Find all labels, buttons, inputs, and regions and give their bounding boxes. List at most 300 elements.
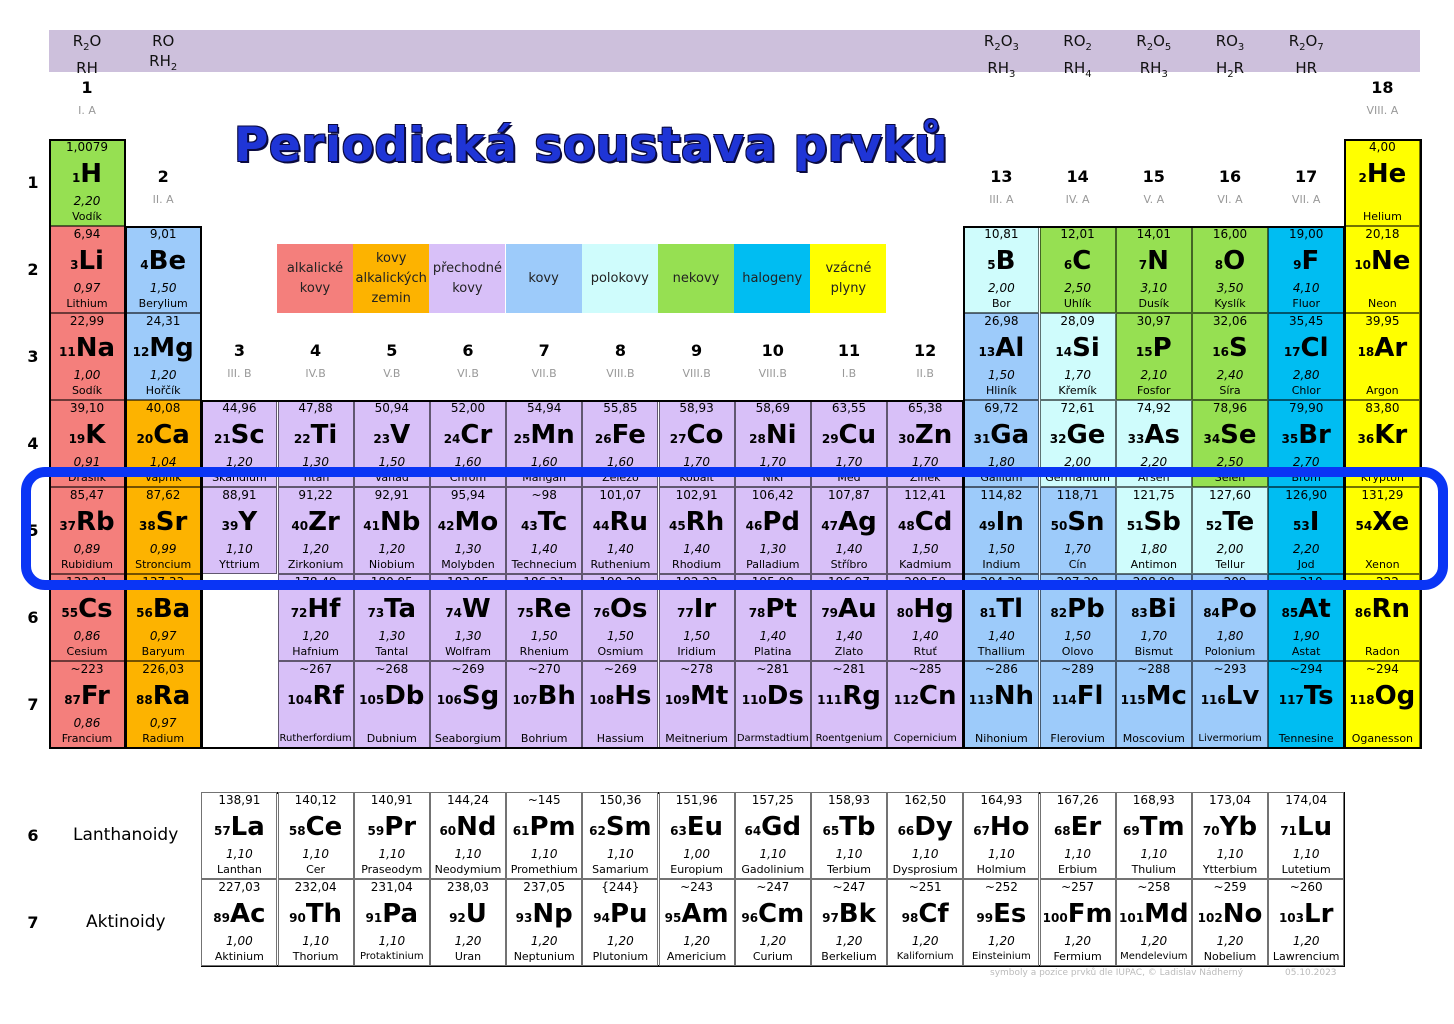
atomic-mass: 158,93: [828, 793, 870, 807]
group-number: 13: [990, 167, 1013, 186]
atomic-mass: 207,20: [1056, 575, 1099, 589]
electronegativity: 1,20: [607, 934, 634, 948]
atomic-mass: 180,95: [370, 575, 413, 589]
electronegativity: 1,10: [302, 934, 329, 948]
atomic-number: 107: [512, 693, 538, 707]
element-name: Radium: [142, 732, 185, 745]
element-symbol: [888, 593, 962, 629]
electronegativity: 0,99: [149, 542, 177, 556]
atomic-mass: 208,98: [1132, 575, 1175, 589]
element-symbol: [50, 593, 124, 629]
element-name: Darmstadtium: [736, 733, 809, 744]
atomic-number: 68: [1053, 824, 1071, 838]
element-symbol: [50, 245, 124, 281]
electronegativity: 2,20: [1140, 455, 1168, 469]
atomic-mass: 12,01: [1060, 227, 1095, 241]
element-cell-h[interactable]: [49, 139, 125, 226]
atomic-mass: 54,94: [527, 401, 562, 415]
element-cell-mc[interactable]: [1116, 661, 1192, 748]
atomic-number: 33: [1127, 432, 1145, 446]
element-cell-ds[interactable]: [735, 661, 811, 748]
atomic-number: 106: [436, 693, 462, 707]
atomic-mass: 140,12: [294, 793, 337, 807]
element-name: Technecium: [511, 558, 577, 571]
symbol-text: Yb: [1219, 812, 1258, 842]
element-symbol: [355, 680, 429, 716]
legend-item: [429, 244, 505, 313]
element-name: Mendelevium: [1120, 951, 1188, 962]
symbol-text: In: [995, 507, 1024, 537]
element-cell-na[interactable]: [49, 313, 125, 400]
element-cell-cf[interactable]: [887, 879, 963, 966]
atomic-number: 43: [520, 519, 538, 533]
legend-item: [506, 244, 582, 313]
electronegativity: 0,97: [149, 716, 177, 730]
atomic-mass: 78,96: [1212, 401, 1248, 415]
atomic-number: 50: [1050, 519, 1068, 533]
symbol-text: Es: [993, 899, 1027, 929]
atomic-mass: 6,94: [73, 227, 101, 241]
element-cell-dy[interactable]: [887, 792, 963, 879]
atomic-mass: ~269: [603, 662, 637, 676]
element-cell-ne[interactable]: [1344, 226, 1420, 313]
symbol-text: Rh: [685, 507, 725, 537]
element-name: Francium: [61, 732, 113, 745]
symbol-text: Zn: [914, 420, 953, 450]
atomic-number: 88: [136, 693, 153, 707]
atomic-mass: 50,94: [374, 401, 409, 415]
element-cell-pa[interactable]: [354, 879, 430, 966]
element-cell-rf[interactable]: [278, 661, 354, 748]
element-symbol: [583, 680, 657, 716]
atomic-mass: ~289: [1061, 662, 1095, 676]
element-cell-mt[interactable]: [659, 661, 735, 748]
element-cell-p[interactable]: [1116, 313, 1192, 400]
symbol-text: Mt: [689, 681, 729, 711]
electronegativity: 1,20: [302, 542, 329, 556]
element-cell-n[interactable]: [1116, 226, 1192, 313]
symbol-text: Ac: [229, 899, 266, 929]
symbol-text: Ag: [837, 507, 877, 537]
symbol-text: U: [465, 899, 487, 929]
element-cell-hs[interactable]: [582, 661, 658, 748]
atomic-number: 60: [439, 824, 457, 838]
element-symbol: [1041, 419, 1115, 455]
atomic-number: 32: [1049, 432, 1067, 446]
group-roman: IV.B: [305, 367, 326, 380]
atomic-number: 8: [1214, 258, 1224, 272]
group-number: 4: [310, 341, 322, 360]
atomic-number: 35: [1281, 432, 1299, 446]
element-cell-c[interactable]: [1040, 226, 1116, 313]
atomic-number: 111: [817, 693, 843, 707]
element-name: Gadolinium: [741, 863, 805, 876]
atomic-number: 58: [288, 824, 306, 838]
element-symbol: [1193, 419, 1267, 455]
element-cell-fr[interactable]: [49, 661, 125, 748]
atomic-number: 65: [822, 824, 840, 838]
element-name: Kadmium: [899, 558, 952, 571]
atomic-number: 110: [741, 693, 767, 707]
electronegativity: 2,10: [1140, 368, 1168, 382]
atomic-mass: 39,10: [69, 401, 105, 415]
element-cell-es[interactable]: [963, 879, 1039, 966]
page-title: Periodická soustava prvků: [234, 118, 949, 173]
element-symbol: [736, 680, 810, 716]
element-name: Aktinium: [214, 950, 264, 963]
element-cell-ho[interactable]: [963, 792, 1039, 879]
element-symbol: [660, 898, 734, 934]
atomic-number: 74: [445, 606, 462, 620]
symbol-text: Cd: [914, 507, 953, 537]
element-cell-sg[interactable]: [430, 661, 506, 748]
atomic-number: 73: [367, 606, 385, 620]
element-symbol: [1269, 245, 1343, 281]
element-cell-ra[interactable]: [125, 661, 201, 748]
group-number: 11: [837, 341, 861, 360]
atomic-number: 78: [748, 606, 766, 620]
element-symbol: [1345, 593, 1419, 629]
atomic-number: 30: [898, 432, 915, 446]
element-cell-am[interactable]: [659, 879, 735, 966]
element-symbol: [812, 898, 886, 934]
element-name: Nikl: [762, 471, 784, 484]
element-cell-pm[interactable]: [506, 792, 582, 879]
element-cell-nh[interactable]: [963, 661, 1039, 748]
atomic-number: 4: [140, 258, 149, 272]
atomic-mass: 162,50: [904, 793, 947, 807]
element-cell-cn[interactable]: [887, 661, 963, 748]
element-symbol: [1117, 680, 1191, 716]
element-symbol: [736, 593, 810, 629]
symbol-text: Os: [609, 594, 648, 624]
atomic-mass: 52,00: [450, 401, 486, 415]
element-cell-ce[interactable]: [278, 792, 354, 879]
symbol-text: Mo: [454, 507, 499, 537]
element-symbol: [1193, 245, 1267, 281]
atomic-number: 14: [1055, 345, 1073, 359]
electronegativity: 1,60: [454, 455, 482, 469]
element-name: Molybden: [441, 558, 495, 571]
element-name: Ruthenium: [590, 558, 651, 571]
element-symbol: [888, 898, 962, 934]
element-cell-b[interactable]: [963, 226, 1039, 313]
electronegativity: 1,70: [1064, 542, 1091, 556]
atomic-mass: 1,0079: [66, 140, 108, 154]
element-symbol: [355, 419, 429, 455]
atomic-mass: 16,00: [1212, 227, 1248, 241]
element-cell-o[interactable]: [1192, 226, 1268, 313]
atomic-number: 79: [821, 606, 839, 620]
atomic-number: 69: [1123, 824, 1140, 838]
group-number: 3: [233, 341, 245, 360]
formula-label: $R_2O_5$ $RH_3$: [1136, 32, 1172, 80]
atomic-number: 44: [592, 519, 610, 533]
electronegativity: 1,80: [1216, 629, 1244, 643]
element-cell-sm[interactable]: [582, 792, 658, 879]
element-cell-eu[interactable]: [659, 792, 735, 879]
element-cell-og[interactable]: [1344, 661, 1420, 748]
element-symbol: [1041, 811, 1115, 847]
element-name: Xenon: [1365, 558, 1400, 571]
electronegativity: 3,10: [1140, 281, 1168, 295]
element-name: Chlor: [1291, 384, 1321, 397]
atomic-number: 112: [893, 693, 919, 707]
atomic-mass: 101,07: [599, 488, 642, 502]
element-cell-er[interactable]: [1040, 792, 1116, 879]
group-number: 18: [1371, 78, 1394, 97]
element-name: Titan: [301, 471, 330, 484]
element-name: Lutetium: [1281, 863, 1331, 876]
element-name: Skandium: [212, 471, 267, 484]
electronegativity: 1,20: [454, 934, 482, 948]
element-cell-u[interactable]: [430, 879, 506, 966]
symbol-text: Th: [305, 899, 343, 929]
symbol-text: Tl: [996, 594, 1024, 624]
element-name: Wolfram: [445, 645, 491, 658]
legend-item: [353, 244, 429, 313]
element-name: Chrom: [449, 471, 487, 484]
atomic-mass: ~260: [1289, 880, 1323, 894]
group-number: 16: [1218, 167, 1242, 186]
group-number: 2: [157, 167, 169, 186]
symbol-text: At: [1298, 594, 1331, 624]
electronegativity: 1,50: [607, 629, 634, 643]
atomic-number: 19: [68, 432, 86, 446]
element-name: Jod: [1297, 558, 1315, 571]
group-number: 9: [691, 341, 703, 360]
element-name: Hliník: [985, 384, 1017, 397]
element-name: Americium: [666, 950, 727, 963]
atomic-mass: ~223: [70, 662, 104, 676]
atomic-number: 96: [741, 911, 759, 925]
atomic-number: 15: [1135, 345, 1153, 359]
element-symbol: [1041, 898, 1115, 934]
symbol-text: Ne: [1371, 246, 1411, 276]
element-cell-yb[interactable]: [1192, 792, 1268, 879]
element-cell-fl[interactable]: [1040, 661, 1116, 748]
symbol-text: Fe: [611, 420, 646, 450]
symbol-text: Cf: [918, 899, 949, 929]
element-cell-md[interactable]: [1116, 879, 1192, 966]
atomic-number: 37: [59, 519, 77, 533]
symbol-text: N: [1147, 246, 1169, 276]
element-cell-la[interactable]: [201, 792, 277, 879]
element-cell-tm[interactable]: [1116, 792, 1192, 879]
element-cell-pr[interactable]: [354, 792, 430, 879]
legend-label: alkalické kovy: [286, 260, 344, 296]
element-symbol: [126, 680, 200, 716]
legend-label: kovy alkalických zemin: [355, 250, 427, 306]
element-cell-pu[interactable]: [582, 879, 658, 966]
atomic-number: 7: [1138, 258, 1148, 272]
element-cell-rg[interactable]: [811, 661, 887, 748]
symbol-text: Cr: [460, 420, 493, 450]
atomic-mass: 227,03: [218, 880, 261, 894]
symbol-text: Sg: [461, 681, 500, 711]
symbol-text: V: [390, 420, 411, 450]
atomic-mass: 107,87: [828, 488, 870, 502]
atomic-mass: 32,06: [1212, 314, 1248, 328]
element-cell-ac[interactable]: [201, 879, 277, 966]
element-symbol: [1345, 419, 1419, 455]
symbol-text: Re: [533, 594, 572, 624]
legend-item: [734, 244, 810, 313]
element-name: Mangan: [522, 471, 567, 484]
element-cell-ar[interactable]: [1344, 313, 1420, 400]
element-symbol: [355, 898, 429, 934]
symbol-text: Sn: [1067, 507, 1105, 537]
atomic-number: 52: [1205, 519, 1223, 533]
formula-label: $R_2O_3$ $RH_3$: [983, 32, 1019, 80]
element-cell-al[interactable]: [963, 313, 1039, 400]
element-cell-gd[interactable]: [735, 792, 811, 879]
atomic-number: 86: [1354, 606, 1372, 620]
atomic-number: 20: [136, 432, 154, 446]
element-name: Olovo: [1061, 645, 1094, 658]
element-cell-th[interactable]: [278, 879, 354, 966]
symbol-text: Cm: [758, 899, 805, 929]
atomic-number: 66: [897, 824, 915, 838]
atomic-number: 118: [1349, 693, 1375, 707]
element-name: Argon: [1366, 384, 1399, 397]
atomic-number: 28: [749, 432, 766, 446]
atomic-mass: ~210: [1289, 575, 1323, 589]
element-name: Fermium: [1053, 950, 1102, 963]
symbol-text: Na: [75, 333, 115, 363]
element-cell-lv[interactable]: [1192, 661, 1268, 748]
element-symbol: [1041, 245, 1115, 281]
element-cell-cl[interactable]: [1268, 313, 1344, 400]
element-cell-bk[interactable]: [811, 879, 887, 966]
symbol-text: Au: [838, 594, 877, 624]
electronegativity: 1,50: [988, 368, 1015, 382]
element-name: Yttrium: [219, 558, 260, 571]
element-cell-nd[interactable]: [430, 792, 506, 879]
symbol-text: Mg: [149, 333, 194, 363]
symbol-text: Pt: [765, 594, 797, 624]
atomic-mass: 186,21: [523, 575, 566, 589]
electronegativity: 1,10: [226, 847, 253, 861]
element-cell-be[interactable]: [125, 226, 201, 313]
element-name: Samarium: [592, 863, 649, 876]
element-symbol: [888, 419, 962, 455]
atomic-mass: 69,72: [984, 401, 1019, 415]
group-roman: V. A: [1143, 193, 1165, 206]
symbol-text: Cl: [1300, 333, 1329, 363]
element-cell-bh[interactable]: [506, 661, 582, 748]
electronegativity: 0,86: [73, 716, 101, 730]
element-name: Rhodium: [672, 558, 722, 571]
element-symbol: [431, 898, 505, 934]
atomic-number: 39: [221, 519, 239, 533]
atomic-number: 24: [443, 432, 461, 446]
element-cell-np[interactable]: [506, 879, 582, 966]
element-symbol: [812, 593, 886, 629]
element-cell-ts[interactable]: [1268, 661, 1344, 748]
element-name: Holmium: [976, 863, 1027, 876]
element-name: Kalifornium: [896, 951, 954, 962]
element-symbol: [507, 593, 581, 629]
element-name: Palladium: [746, 558, 800, 571]
element-cell-si[interactable]: [1040, 313, 1116, 400]
symbol-text: Eu: [686, 812, 724, 842]
electronegativity: 0,97: [149, 629, 177, 643]
atomic-number: 103: [1278, 911, 1305, 925]
element-cell-lu[interactable]: [1268, 792, 1344, 879]
atomic-number: 71: [1280, 824, 1297, 838]
element-symbol: [1193, 898, 1267, 934]
element-cell-he[interactable]: [1344, 139, 1420, 226]
electronegativity: 1,20: [1140, 934, 1168, 948]
element-symbol: [1041, 680, 1115, 716]
legend-label: přechodné kovy: [432, 260, 502, 296]
atomic-mass: 173,04: [1209, 793, 1251, 807]
element-symbol: [50, 332, 124, 368]
symbol-text: Nd: [456, 812, 497, 842]
electronegativity: 1,00: [683, 847, 710, 861]
element-cell-db[interactable]: [354, 661, 430, 748]
electronegativity: 1,20: [302, 629, 329, 643]
element-name: Dysprosium: [892, 863, 958, 876]
atomic-mass: 14,01: [1136, 227, 1171, 241]
element-symbol: [964, 332, 1038, 368]
element-name: Cín: [1068, 558, 1087, 571]
element-cell-mg[interactable]: [125, 313, 201, 400]
atomic-mass: 28,09: [1060, 314, 1095, 328]
element-symbol: [1269, 898, 1343, 934]
element-name: Uhlík: [1063, 297, 1092, 310]
legend-item: [810, 244, 886, 313]
element-cell-li[interactable]: [49, 226, 125, 313]
element-cell-f[interactable]: [1268, 226, 1344, 313]
electronegativity: 1,50: [1064, 629, 1091, 643]
element-name: Thorium: [292, 950, 339, 963]
element-name: Kyslík: [1214, 297, 1246, 310]
electronegativity: 1,50: [530, 629, 558, 643]
atomic-mass: ~286: [984, 662, 1018, 676]
group-number: 6: [462, 341, 474, 360]
element-cell-tb[interactable]: [811, 792, 887, 879]
element-name: Germanium: [1045, 471, 1110, 484]
element-cell-fm[interactable]: [1040, 879, 1116, 966]
element-name: Neon: [1368, 297, 1397, 310]
atomic-number: 25: [513, 432, 531, 446]
element-symbol: [812, 811, 886, 847]
electronegativity: 3,50: [1216, 281, 1244, 295]
atomic-mass: ~270: [527, 662, 561, 676]
atomic-number: 12: [132, 345, 150, 359]
credit-text: symboly a pozice prvků dle IUPAC, © Ladislav Nádherný: [990, 968, 1244, 978]
atomic-number: 62: [589, 824, 606, 838]
element-cell-s[interactable]: [1192, 313, 1268, 400]
element-symbol: [507, 419, 581, 455]
element-cell-lr[interactable]: [1268, 879, 1344, 966]
element-cell-no[interactable]: [1192, 879, 1268, 966]
atomic-number: 41: [363, 519, 380, 533]
electronegativity: 1,80: [988, 455, 1015, 469]
symbol-text: Mc: [1145, 681, 1187, 711]
element-cell-cm[interactable]: [735, 879, 811, 966]
group-roman: V.B: [383, 367, 401, 380]
atomic-mass: 232,04: [294, 880, 337, 894]
atomic-number: 64: [744, 824, 762, 838]
element-symbol: [50, 158, 124, 194]
atomic-number: 16: [1212, 345, 1229, 359]
electronegativity: 1,70: [683, 455, 710, 469]
electronegativity: 1,10: [911, 847, 939, 861]
element-name: Fluor: [1292, 297, 1320, 310]
